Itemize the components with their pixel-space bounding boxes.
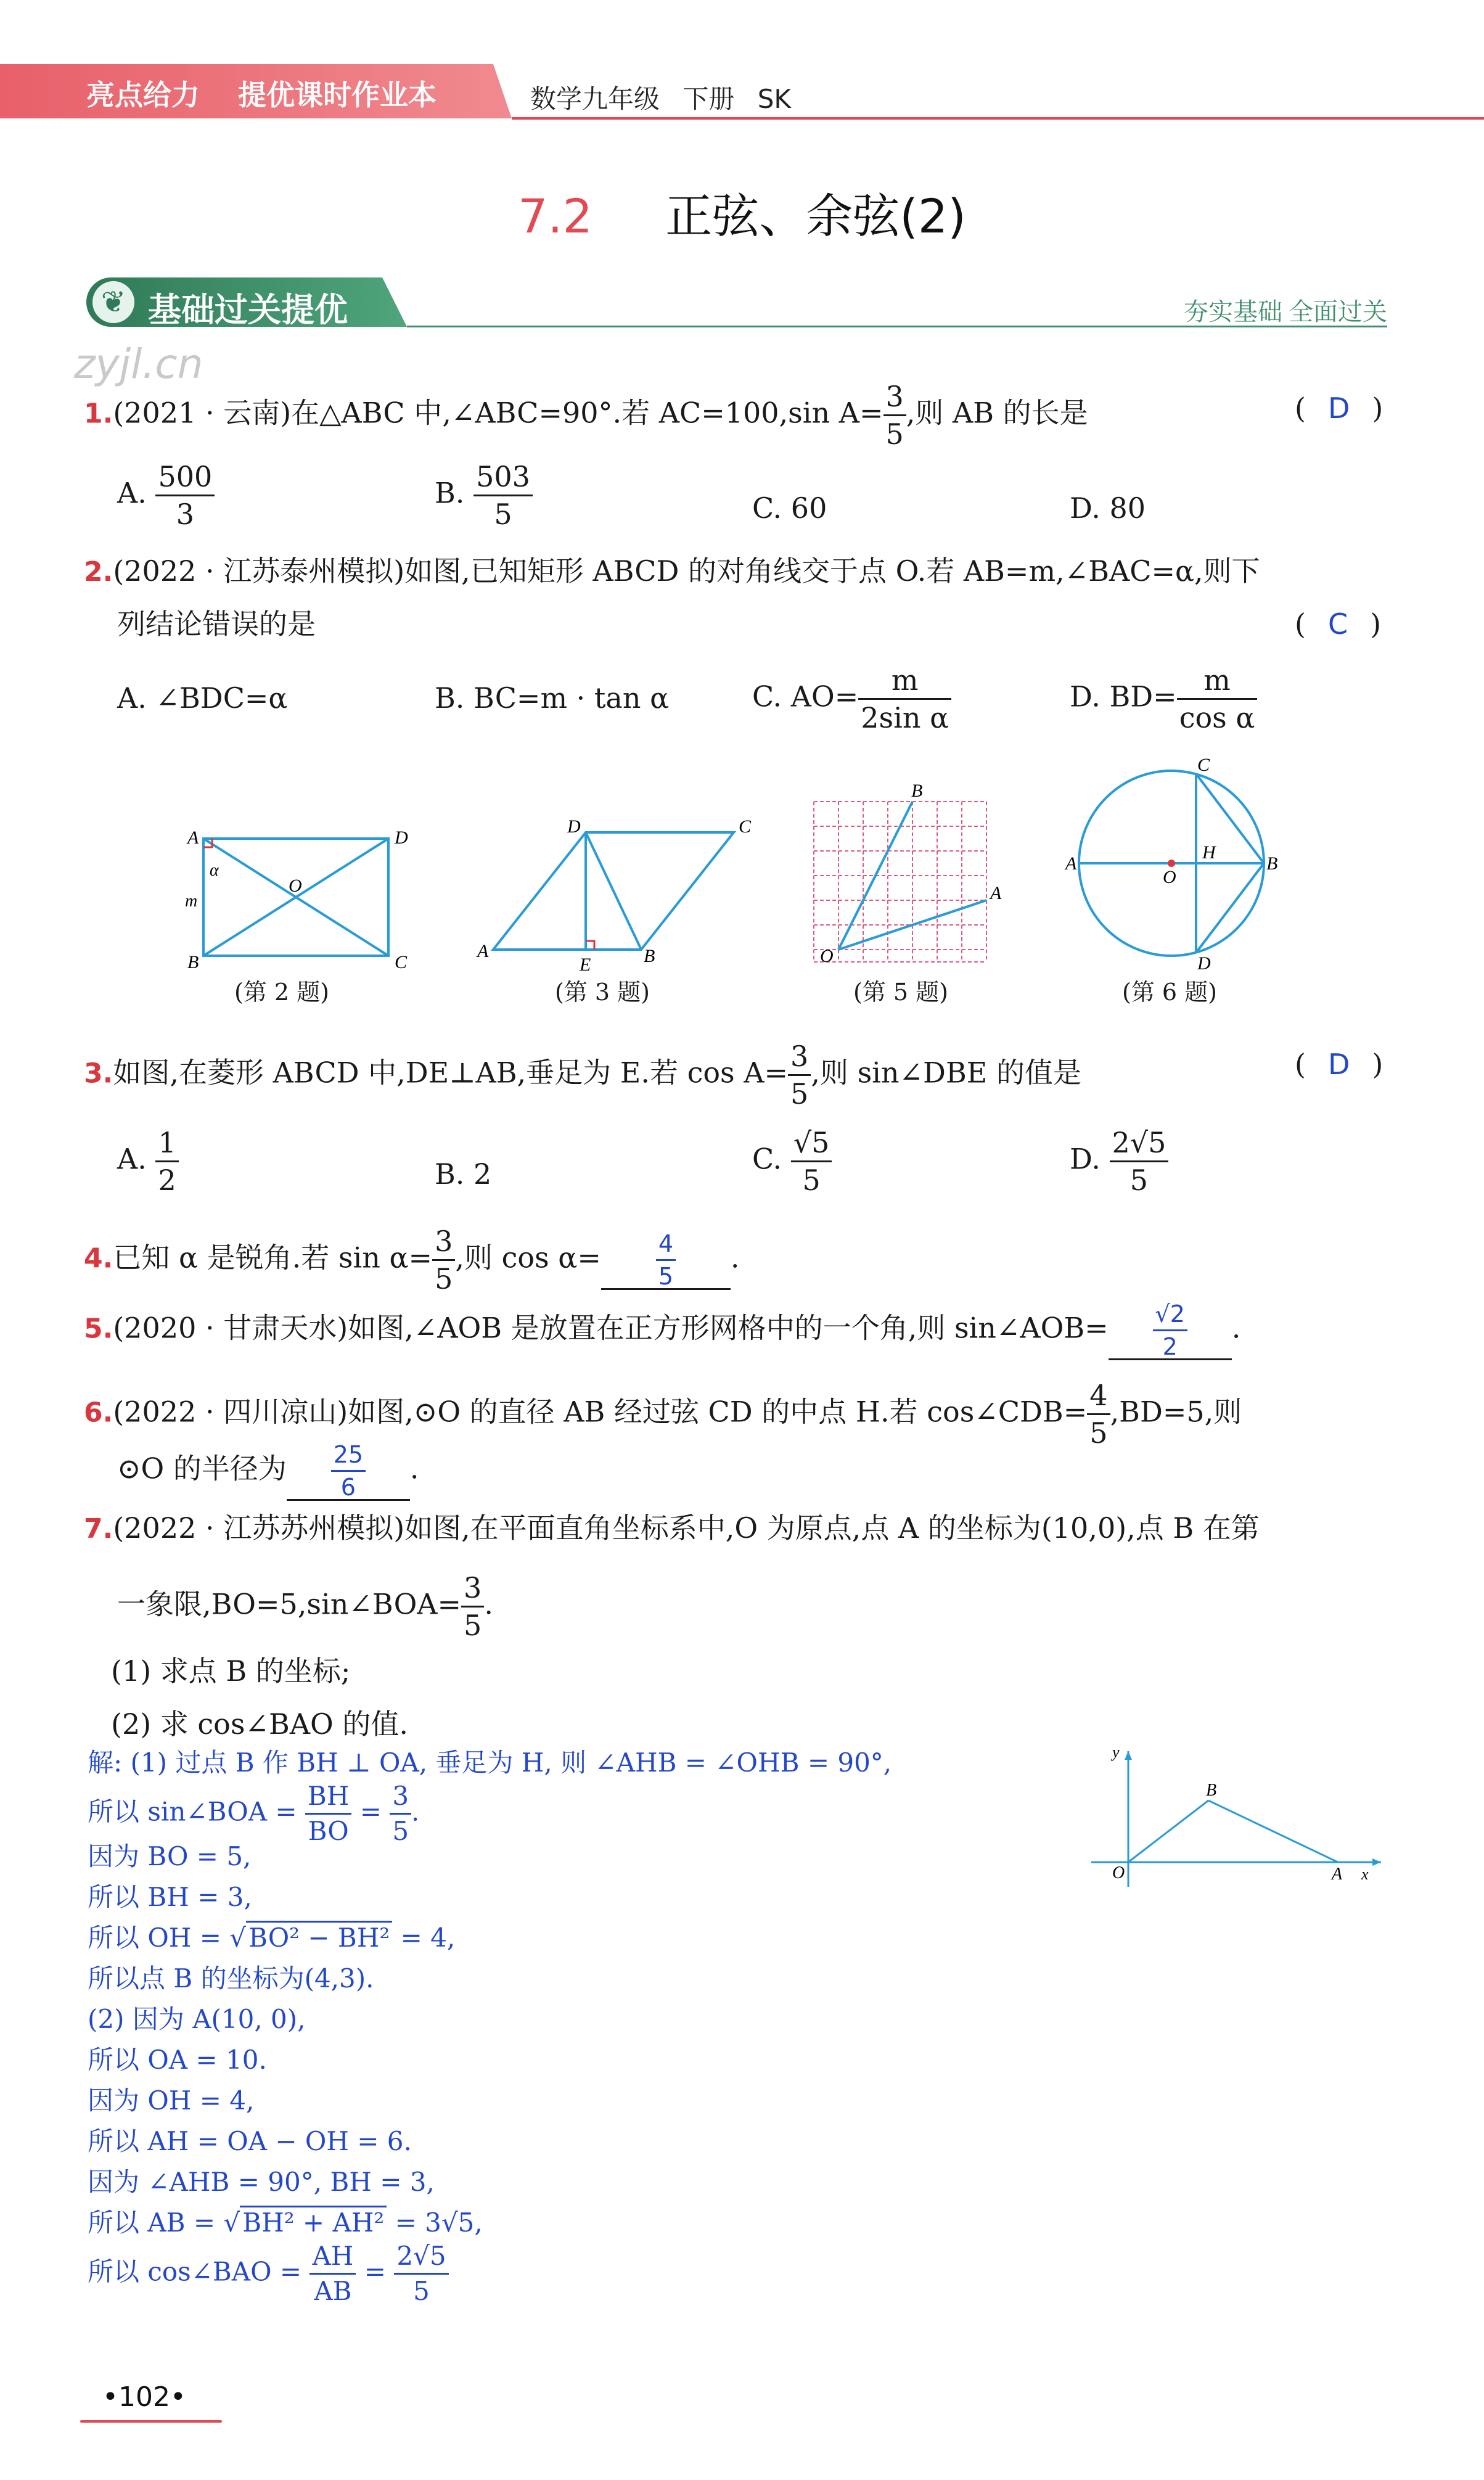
caption-q2: (第 2 题) xyxy=(234,979,329,1006)
svg-text:H: H xyxy=(1202,842,1216,863)
sol-line-9: 因为 OH = 4, xyxy=(88,2085,255,2116)
sol-line-2: 所以 sin∠BOA = $\frac{BH}{BO}$ = $\frac{3}{5}$ . xyxy=(88,1781,420,1846)
svg-text:C: C xyxy=(395,952,408,972)
q1-text-a: 在△ABC 中,∠ABC=90°.若 AC=100,sin A= xyxy=(291,396,883,430)
svg-text:B: B xyxy=(911,781,923,801)
q7-source: (2022 · 江苏苏州模拟) xyxy=(113,1511,405,1545)
section-label: 基础过关提优 xyxy=(148,290,348,329)
watermark: zyjl.cn xyxy=(74,340,203,388)
svg-text:O: O xyxy=(820,946,834,966)
q6-stem xyxy=(84,1379,1242,1450)
page-number: •102• xyxy=(102,2381,186,2413)
header-edition: SK xyxy=(757,84,791,114)
svg-text:O: O xyxy=(1163,867,1176,887)
q3-stem xyxy=(84,1040,1081,1111)
header-bar xyxy=(0,64,1484,118)
q1-opt-b-label: B. xyxy=(435,476,465,510)
q2-stem-line2: 列结论错误的是 xyxy=(117,607,316,641)
q6-text-a: 如图,⊙O 的直径 AB 经过弦 CD 的中点 H.若 cos∠CDB= xyxy=(348,1395,1088,1429)
q1-source: (2021 · 云南) xyxy=(113,396,292,430)
q5-answer-blank xyxy=(1109,1302,1232,1360)
q2-stem xyxy=(84,552,1260,591)
svg-text:B: B xyxy=(1206,1781,1217,1800)
svg-text:C: C xyxy=(739,816,752,837)
svg-text:m: m xyxy=(185,892,198,911)
sprout-icon: ❦ xyxy=(92,281,134,323)
q4-text-b: ,则 cos α= xyxy=(455,1241,601,1275)
sol-line-6: 所以点 B 的坐标为(4,3). xyxy=(88,1963,374,1993)
q7-part1: (1) 求点 B 的坐标; xyxy=(111,1654,351,1688)
q1-text-b: ,则 AB 的长是 xyxy=(906,396,1088,430)
svg-text:B: B xyxy=(644,946,655,966)
page-title xyxy=(0,179,1484,246)
q2-answer: C xyxy=(1327,607,1348,641)
svg-text:D: D xyxy=(567,816,581,837)
sol-line-12: 所以 AB = √BH² + AH² = 3√5, xyxy=(88,2203,892,2243)
q6-fraction: $\frac{4}{5}$ xyxy=(1087,1381,1110,1447)
section-motto: 夯实基础 全面过关 xyxy=(1184,298,1387,326)
q1-fraction: $\frac{3}{5}$ xyxy=(883,382,906,448)
section-bar xyxy=(86,277,1387,327)
q6-source: (2022 · 四川凉山) xyxy=(113,1395,348,1429)
q2-text-a: 如图,已知矩形 ABCD 的对角线交于点 O.若 AB=m,∠BAC=α,则下 xyxy=(404,554,1260,588)
title-text: 正弦、余弦(2) xyxy=(665,189,966,244)
q5-answer: $\frac{√2}{2}$ xyxy=(1153,1302,1187,1358)
q3-opt-d-frac: $\frac{2√5}{5}$ xyxy=(1110,1128,1169,1194)
svg-text:B: B xyxy=(1266,853,1278,874)
q1-answer: D xyxy=(1327,392,1350,425)
q7-number: 7. xyxy=(84,1513,113,1545)
q5-end: . xyxy=(1231,1311,1241,1345)
q1-answer-bracket: ( D ) xyxy=(1295,392,1384,425)
title-number: 7.2 xyxy=(518,189,592,244)
q4-end: . xyxy=(730,1241,740,1275)
q3-opt-c-label: C. xyxy=(752,1142,782,1176)
q7-text-c: . xyxy=(484,1587,493,1621)
figure-q6-circle xyxy=(1060,746,1307,974)
q2-opt-c-label: C. AO= xyxy=(752,680,859,713)
sol-line-7: (2) 因为 A(10, 0), xyxy=(88,2004,306,2034)
svg-text:O: O xyxy=(1112,1863,1125,1883)
svg-text:B: B xyxy=(187,952,199,972)
q2-opt-c-frac: $\frac{m}{\text{2sin α}}$ xyxy=(858,666,951,732)
q3-opt-a-label: A. xyxy=(117,1142,147,1176)
sol-line-4: 所以 BH = 3, xyxy=(88,1882,252,1912)
svg-text:D: D xyxy=(1197,953,1211,974)
q3-opt-c-frac: $\frac{√5}{5}$ xyxy=(791,1128,832,1194)
q6-text-b: ,BD=5,则 xyxy=(1110,1395,1242,1429)
q4-answer: $\frac{4}{5}$ xyxy=(656,1232,676,1288)
q3-answer-bracket: ( D ) xyxy=(1295,1048,1384,1081)
svg-text:A: A xyxy=(990,883,1002,903)
q7-text-a: 如图,在平面直角坐标系中,O 为原点,点 A 的坐标为(10,0),点 B 在第 xyxy=(404,1511,1260,1545)
figure-q2-rectangle xyxy=(179,814,425,974)
svg-text:x: x xyxy=(1361,1865,1369,1883)
caption-q6: (第 6 题) xyxy=(1122,979,1217,1006)
q6-answer: $\frac{25}{6}$ xyxy=(331,1443,366,1499)
q7-stem-line2 xyxy=(117,1571,493,1642)
q5-number: 5. xyxy=(84,1313,113,1345)
q3-answer: D xyxy=(1327,1048,1350,1081)
header-rule xyxy=(512,117,1484,120)
sol-line-11: 因为 ∠AHB = 90°, BH = 3, xyxy=(88,2167,435,2197)
q6-stem-line2 xyxy=(117,1443,419,1501)
q1-opt-c: C. 60 xyxy=(752,491,827,525)
q5-source: (2020 · 甘肃天水) xyxy=(113,1311,348,1345)
q2-answer-bracket: ( C ) xyxy=(1295,607,1382,641)
figure-q3-rhombus xyxy=(475,814,758,974)
svg-text:y: y xyxy=(1112,1743,1120,1761)
q4-answer-blank xyxy=(601,1232,731,1290)
q6-answer-blank xyxy=(287,1443,410,1501)
sol-line-10: 所以 AH = OA − OH = 6. xyxy=(88,2126,412,2156)
solution-block xyxy=(88,1743,892,2306)
caption-q3: (第 3 题) xyxy=(555,979,650,1006)
q1-opt-a-label: A. xyxy=(117,476,147,510)
q4-text-a: 已知 α 是锐角.若 sin α= xyxy=(113,1241,433,1275)
svg-text:A: A xyxy=(1065,853,1077,874)
figure-q7-coordinate xyxy=(1085,1739,1393,1893)
q3-opt-d-label: D. xyxy=(1070,1142,1101,1176)
q2-opt-d-frac: $\frac{m}{\text{cos α}}$ xyxy=(1177,666,1258,732)
sol-line-13: 所以 cos∠BAO = $\frac{AH}{AB}$ = $\frac{2√5}{5}$ xyxy=(88,2243,892,2299)
svg-text:D: D xyxy=(395,827,408,848)
q3-text-a: 如图,在菱形 ABCD 中,DE⊥AB,垂足为 E.若 cos A= xyxy=(113,1056,789,1090)
svg-text:A: A xyxy=(187,827,199,848)
sol-line-3: 因为 BO = 5, xyxy=(88,1841,252,1871)
figure-q5-grid xyxy=(801,777,1011,974)
header-series: 提优课时作业本 xyxy=(238,78,437,112)
q7-part2: (2) 求 cos∠BAO 的值. xyxy=(111,1707,408,1741)
svg-text:O: O xyxy=(289,876,302,896)
q2-opt-a: A. ∠BDC=α xyxy=(117,681,288,715)
q2-opt-d-label: D. BD= xyxy=(1070,680,1177,713)
q1-number: 1. xyxy=(84,398,113,430)
header-brand: 亮点给力 xyxy=(86,78,200,112)
svg-text:α: α xyxy=(210,861,219,880)
q5-text: 如图,∠AOB 是放置在正方形网格中的一个角,则 sin∠AOB= xyxy=(348,1311,1109,1345)
q4-fraction: $\frac{3}{5}$ xyxy=(432,1227,455,1293)
q3-fraction: $\frac{3}{5}$ xyxy=(788,1042,811,1108)
q2-opt-b: B. BC=m · tan α xyxy=(435,681,670,715)
svg-text:A: A xyxy=(1332,1865,1343,1884)
q1-opt-d: D. 80 xyxy=(1070,491,1146,525)
q2-source: (2022 · 江苏泰州模拟) xyxy=(113,554,405,588)
q6-text-c: ⊙O 的半径为 xyxy=(117,1451,287,1485)
q1-stem xyxy=(84,380,1088,451)
svg-text:A: A xyxy=(477,941,489,961)
q6-number: 6. xyxy=(84,1397,113,1429)
q3-number: 3. xyxy=(84,1057,113,1090)
svg-text:C: C xyxy=(1197,755,1210,775)
q2-number: 2. xyxy=(84,556,113,588)
svg-text:E: E xyxy=(580,955,591,974)
page-number-rule xyxy=(80,2420,222,2423)
q3-opt-b: B. 2 xyxy=(435,1157,492,1191)
q4-stem xyxy=(84,1227,740,1293)
q3-text-b: ,则 sin∠DBE 的值是 xyxy=(811,1056,1081,1090)
q1-opt-b-frac: $\frac{503}{5}$ xyxy=(473,462,533,528)
q5-stem xyxy=(84,1302,1240,1360)
caption-q5: (第 5 题) xyxy=(853,979,948,1006)
q7-stem xyxy=(84,1509,1260,1548)
sol-line-5: 所以 OH = √BO² − BH² = 4, xyxy=(88,1918,892,1958)
q7-fraction: $\frac{3}{5}$ xyxy=(461,1574,484,1640)
sol-line-1: 解: (1) 过点 B 作 BH ⊥ OA, 垂足为 H, 则 ∠AHB = ∠OHB = 90°, xyxy=(88,1747,892,1778)
q1-opt-a-frac: $\frac{500}{3}$ xyxy=(155,462,215,528)
q6-end: . xyxy=(409,1451,419,1485)
q4-number: 4. xyxy=(84,1242,113,1275)
q3-opt-a-frac: $\frac{1}{2}$ xyxy=(155,1128,178,1194)
sol-line-8: 所以 OA = 10. xyxy=(88,2045,267,2075)
header-volume: 下册 xyxy=(683,84,735,114)
header-book: 数学九年级 xyxy=(530,84,660,114)
q7-text-b: 一象限,BO=5,sin∠BOA= xyxy=(117,1587,462,1621)
